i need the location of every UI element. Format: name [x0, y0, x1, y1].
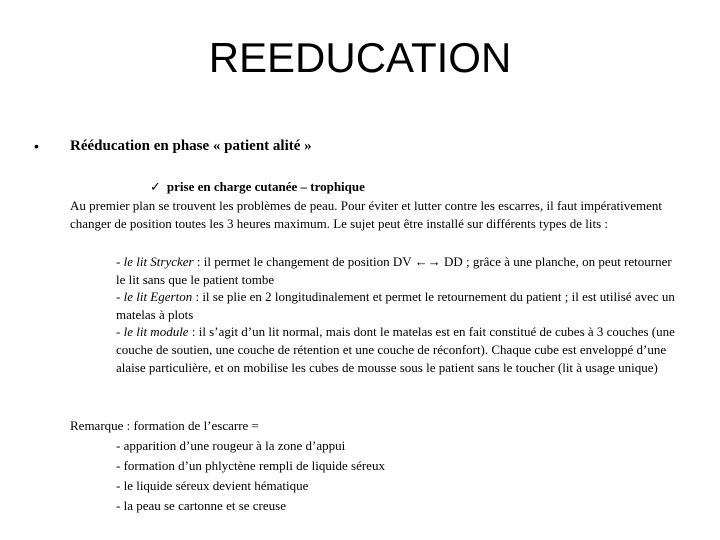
remark-item: - formation d’un phlyctène rempli de liquide séreux [116, 458, 385, 473]
checkmark-icon: ✓ [150, 180, 161, 195]
slide-title: REEDUCATION [208, 34, 512, 81]
bed-type-prefix: - [116, 324, 124, 340]
bed-type-item [116, 253, 676, 288]
bed-type-name: le lit module [123, 324, 189, 340]
bed-type-description: : il s’agit d’un lit normal, mais dont le matelas est en fait constitué de cubes à 3 couches (une couche de soutien, une couche de rétention et une couche de réconfort). Chaque cube est enveloppé d’une alaise particulière, et on mobilise les cubes de mousse sous le patient sans le toucher (lit à usage unique) [116, 324, 675, 375]
bed-type-prefix: - [116, 254, 124, 269]
sub-heading-text: prise en charge cutanée – trophique [166, 179, 365, 194]
sub-heading [150, 178, 365, 197]
bed-types-list [116, 253, 676, 376]
bed-type-name: le lit Strycker [123, 254, 194, 269]
intro-paragraph: Au premier plan se trouvent les problèmes de peau. Pour éviter et lutter contre les escarres, il faut impérativement changer de position toutes les 3 heures maximum. Le sujet peut être installé sur différents types de lits : [70, 198, 663, 231]
bed-type-item [116, 323, 676, 376]
bed-type-item [116, 288, 676, 323]
remark-item: - apparition d’une rougeur à la zone d’appui [116, 438, 346, 453]
remark-item: - le liquide séreux devient hématique [116, 478, 309, 493]
bed-type-name: le lit Egerton [123, 289, 193, 305]
remark-item: - la peau se cartonne et se creuse [116, 498, 286, 513]
bullet-icon: • [34, 138, 39, 154]
bed-type-description: : il permet le changement de position DV ←→ DD ; grâce à une planche, on peut retourner le lit sans que le patient tombe [116, 254, 672, 287]
bullet-text: Rééducation en phase « patient alité » [70, 138, 312, 154]
bed-type-description: : il se plie en 2 longitudinalement et permet le retournement du patient ; il est utilisé avec un matelas à plots [116, 289, 675, 322]
bed-type-prefix: - [116, 289, 124, 305]
remark-heading: Remarque : formation de l’escarre = [70, 418, 259, 433]
remark-list [116, 436, 676, 516]
